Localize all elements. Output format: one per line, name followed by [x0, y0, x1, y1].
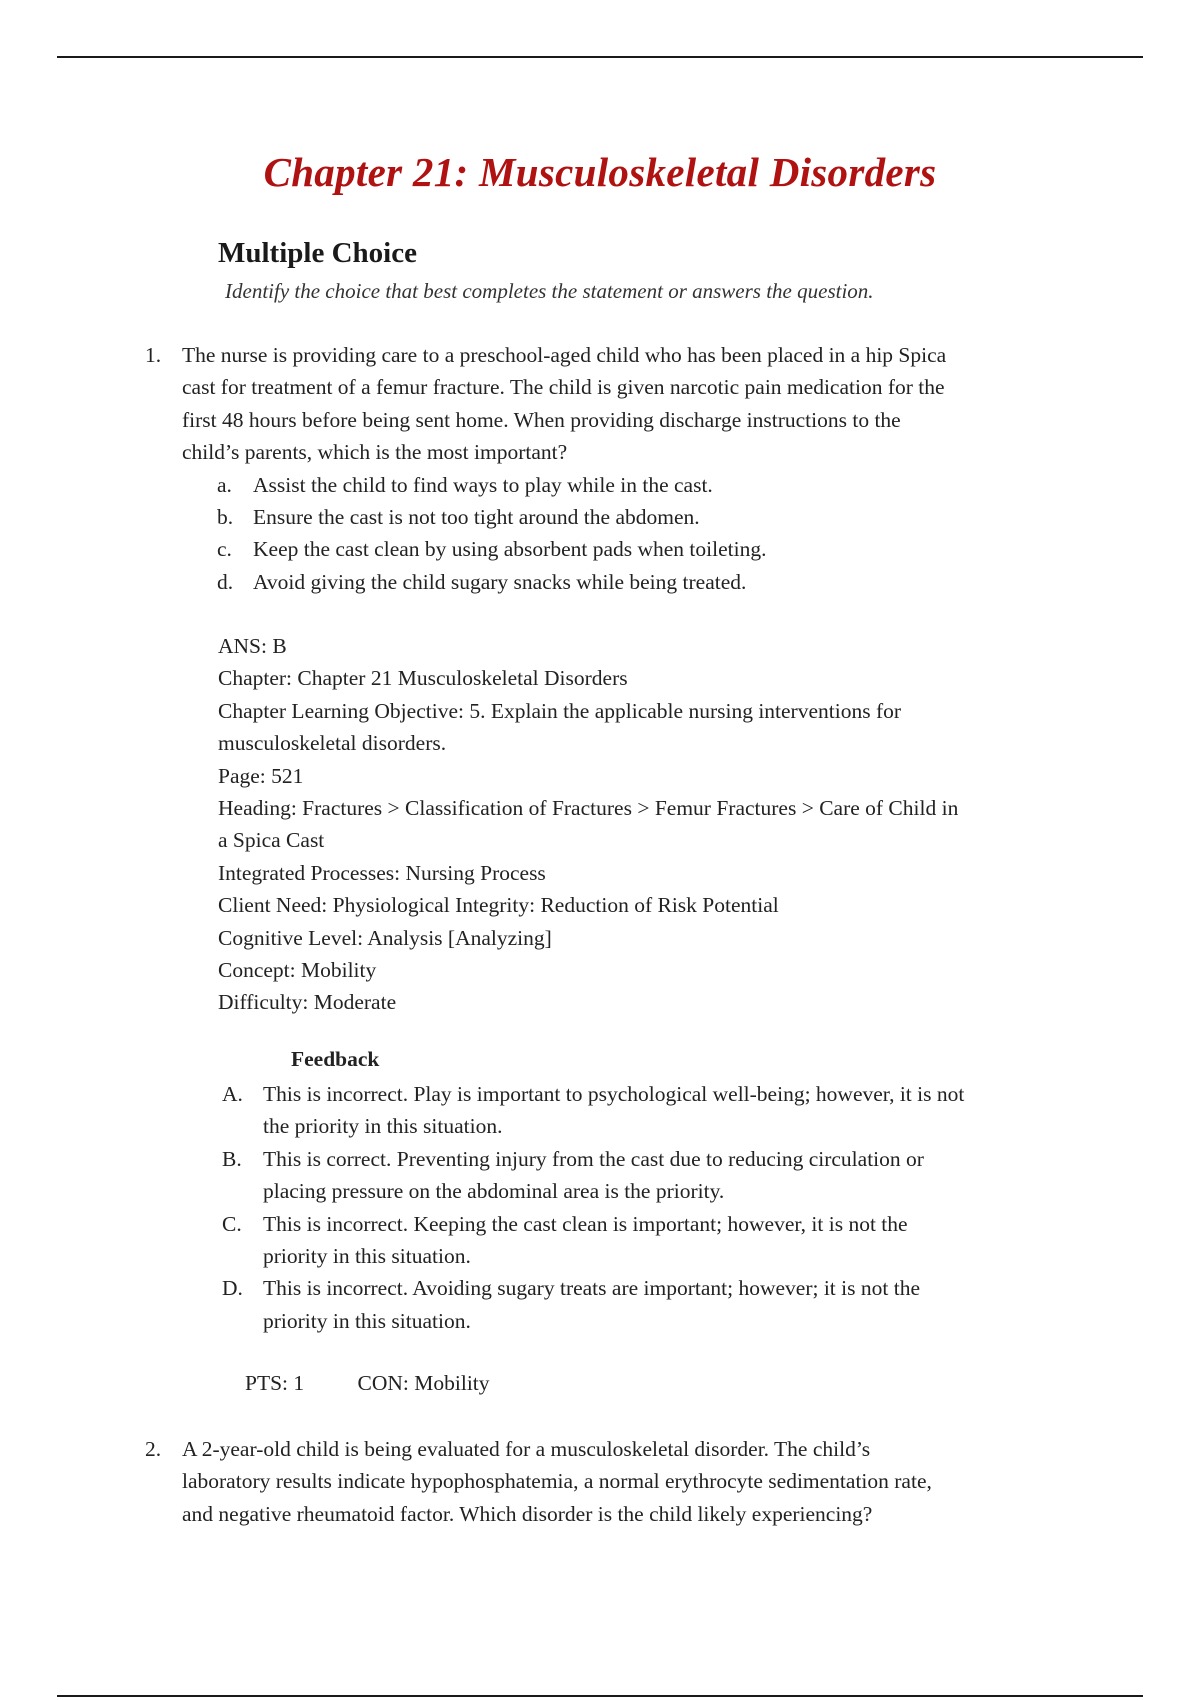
meta-difficulty: Difficulty: Moderate — [218, 990, 397, 1015]
question-2 — [145, 1433, 1065, 1530]
stem-line: cast for treatment of a femur fracture. The child is given narcotic pain medication for the — [182, 375, 945, 400]
stem-line: A 2-year-old child is being evaluated for a musculoskeletal disorder. The child’s — [182, 1437, 871, 1461]
chapter-title: Chapter 21: Musculoskeletal Disorders — [263, 149, 937, 195]
feedback-line: This is correct. Preventing injury from the cast due to reducing circulation or — [263, 1146, 924, 1171]
stem-line: first 48 hours before being sent home. When providing discharge instructions to the — [182, 407, 901, 432]
feedback-list — [222, 1078, 1067, 1337]
answer-choice — [217, 501, 1065, 533]
feedback-letter: D. — [222, 1276, 243, 1301]
points-line — [245, 1367, 490, 1399]
answer-key: ANS: B — [218, 634, 287, 658]
answer-metadata — [218, 630, 1068, 1019]
feedback-item — [222, 1143, 1067, 1208]
choice-letter: d. — [217, 569, 234, 594]
feedback-line: This is incorrect. Keeping the cast clean is important; however, it is not the — [263, 1211, 908, 1236]
feedback-item — [222, 1078, 1067, 1143]
feedback-letter: C. — [222, 1211, 242, 1236]
meta-client-need: Client Need: Physiological Integrity: Reduction of Risk Potential — [218, 893, 779, 918]
feedback-line: the priority in this situation. — [263, 1114, 503, 1139]
meta-objective: Chapter Learning Objective: 5. Explain the applicable nursing interventions for — [218, 698, 902, 723]
choice-text: Ensure the cast is not too tight around the abdomen. — [253, 505, 700, 530]
question-number: 1. — [145, 343, 162, 367]
section-heading: Multiple Choice — [218, 237, 417, 269]
meta-heading: Heading: Fractures > Classification of Fractures > Femur Fractures > Care of Child in — [218, 796, 959, 821]
choice-text: Avoid giving the child sugary snacks while being treated. — [253, 569, 747, 594]
answer-choice — [217, 566, 1065, 598]
instructions: Identify the choice that best completes the statement or answers the question. — [225, 279, 874, 303]
meta-chapter: Chapter: Chapter 21 Musculoskeletal Disorders — [218, 666, 628, 691]
feedback-line: placing pressure on the abdominal area is the priority. — [263, 1179, 725, 1204]
meta-heading-cont: a Spica Cast — [218, 828, 325, 853]
choice-letter: a. — [217, 472, 232, 497]
stem-line: laboratory results indicate hypophosphatemia, a normal erythrocyte sedimentation rate, — [182, 1469, 932, 1494]
feedback-letter: B. — [222, 1146, 242, 1171]
meta-page: Page: 521 — [218, 763, 304, 788]
meta-processes: Integrated Processes: Nursing Process — [218, 860, 546, 885]
question-stem — [182, 339, 1065, 469]
bottom-rule — [57, 1695, 1143, 1697]
choice-text: Assist the child to find ways to play while in the cast. — [253, 472, 713, 497]
top-rule — [57, 56, 1143, 58]
feedback-item — [222, 1208, 1067, 1273]
meta-objective-cont: musculoskeletal disorders. — [218, 731, 447, 756]
question-1 — [145, 339, 1065, 598]
stem-line: The nurse is providing care to a preschool-aged child who has been placed in a hip Spica — [182, 343, 947, 367]
meta-concept: Concept: Mobility — [218, 958, 377, 983]
feedback-line: priority in this situation. — [263, 1308, 471, 1333]
answer-choice — [217, 469, 1065, 501]
question-stem — [182, 1433, 1065, 1530]
feedback-line: priority in this situation. — [263, 1244, 471, 1269]
points-value: PTS: 1 — [245, 1371, 305, 1395]
feedback-item — [222, 1272, 1067, 1337]
answer-choice — [217, 533, 1065, 565]
meta-cognitive-level: Cognitive Level: Analysis [Analyzing] — [218, 925, 552, 950]
question-number: 2. — [145, 1437, 162, 1461]
feedback-line: This is incorrect. Play is important to psychological well-being; however, it is not — [263, 1082, 965, 1106]
choice-letter: c. — [217, 537, 232, 562]
feedback-line: This is incorrect. Avoiding sugary treats are important; however; it is not the — [263, 1276, 920, 1301]
choice-text: Keep the cast clean by using absorbent pads when toileting. — [253, 537, 767, 562]
feedback-heading: Feedback — [291, 1047, 380, 1071]
stem-line: child’s parents, which is the most important? — [182, 440, 568, 465]
feedback-letter: A. — [222, 1082, 243, 1106]
answer-choices — [217, 469, 1065, 599]
concept-tag: CON: Mobility — [357, 1371, 490, 1395]
stem-line: and negative rheumatoid factor. Which disorder is the child likely experiencing? — [182, 1501, 873, 1526]
choice-letter: b. — [217, 505, 234, 530]
